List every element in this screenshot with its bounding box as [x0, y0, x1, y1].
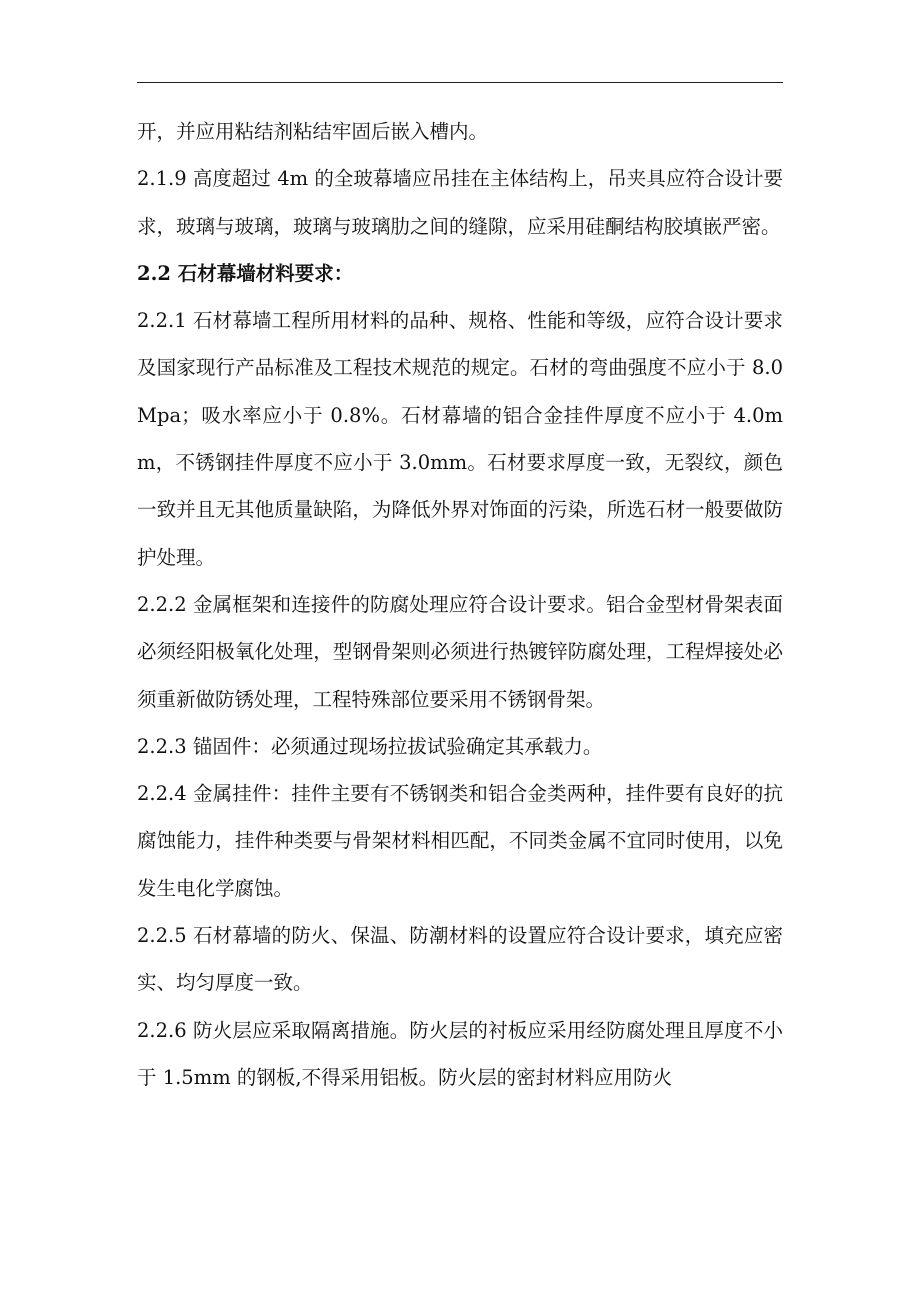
paragraph-2-2-4: 2.2.4 金属挂件：挂件主要有不锈钢类和铝合金类两种，挂件要有良好的抗腐蚀能力，挂件种类要与骨架材料相匹配，不同类金属不宜同时使用，以免发生电化学腐蚀。 [137, 782, 783, 900]
paragraph-2-1-9: 2.1.9 高度超过 4m 的全玻幕墙应吊挂在主体结构上，吊夹具应符合设计要求，玻璃与玻璃，玻璃与玻璃肋之间的缝隙，应采用硅酮结构胶填嵌严密。 [137, 167, 783, 238]
document-body [137, 108, 783, 1101]
section-heading-2-2: 2.2 石材幕墙材料要求： [137, 261, 354, 285]
header-rule [137, 82, 783, 83]
paragraph-continuation: 开，并应用粘结剂粘结牢固后嵌入槽内。 [137, 120, 489, 143]
paragraph-2-2-1: 2.2.1 石材幕墙工程所用材料的品种、规格、性能和等级，应符合设计要求及国家现行产品标准及工程技术规范的规定。石材的弯曲强度不应小于 8.0Mpa；吸水率应小于 0.8%。石材幕墙的铝合金挂件厚度不应小于 4.0mm，不锈钢挂件厚度不应小于 3.0mm。石材要求厚度一致，无裂纹，颜色一致并且无其他质量缺陷，为降低外界对饰面的污染，所选石材一般要做防护处理。 [137, 309, 783, 569]
paragraph-2-2-6: 2.2.6 防火层应采取隔离措施。防火层的衬板应采用经防腐处理且厚度不小于 1.5mm 的钢板,不得采用铝板。防火层的密封材料应用防火 [137, 1018, 783, 1089]
paragraph-2-2-5: 2.2.5 石材幕墙的防火、保温、防潮材料的设置应符合设计要求，填充应密实、均匀厚度一致。 [137, 924, 783, 995]
paragraph-2-2-2: 2.2.2 金属框架和连接件的防腐处理应符合设计要求。铝合金型材骨架表面必须经阳极氧化处理，型钢骨架则必须进行热镀锌防腐处理，工程焊接处必须重新做防锈处理，工程特殊部位要采用不锈钢骨架。 [137, 592, 783, 711]
paragraph-2-2-3: 2.2.3 锚固件：必须通过现场拉拔试验确定其承载力。 [137, 734, 603, 758]
